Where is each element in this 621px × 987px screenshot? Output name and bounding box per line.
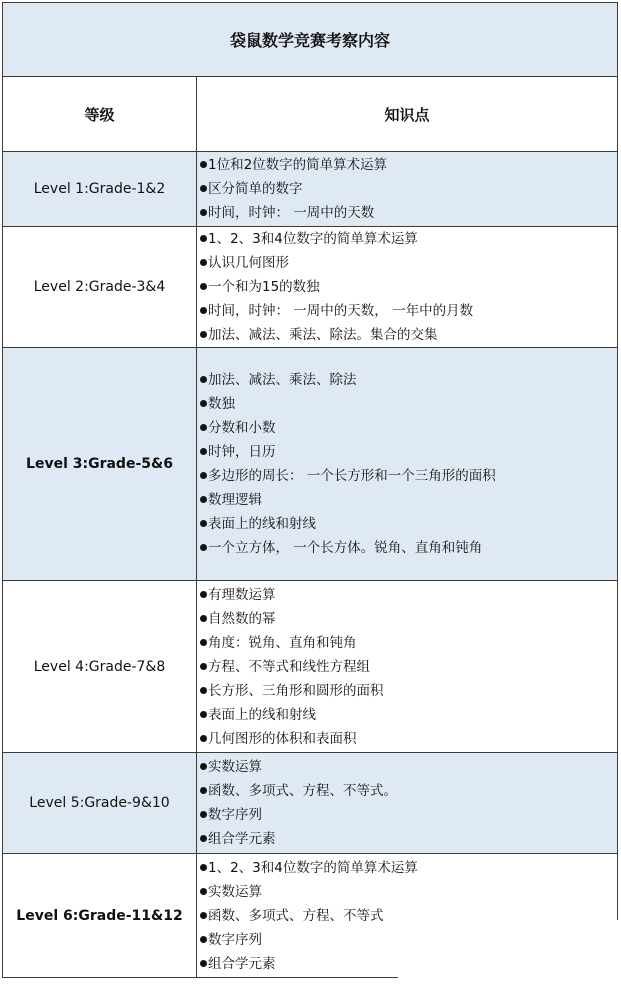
knowledge-item <box>200 880 617 904</box>
knowledge-text: 实数运算 <box>208 759 262 775</box>
bullet-icon <box>200 209 207 216</box>
knowledge-item <box>200 368 617 392</box>
kangaroo-math-content-table <box>2 2 618 978</box>
bullet-icon <box>200 424 207 431</box>
knowledge-item <box>200 153 617 177</box>
knowledge-item <box>200 679 617 703</box>
knowledge-item <box>200 856 617 880</box>
bullet-icon <box>200 448 207 455</box>
bullet-icon <box>200 472 207 479</box>
bullet-icon <box>200 735 207 742</box>
knowledge-text: 数字序列 <box>208 931 262 948</box>
knowledge-item <box>200 227 617 251</box>
knowledge-item <box>200 201 617 225</box>
title-row <box>3 3 618 77</box>
bullet-icon <box>200 161 207 168</box>
header-level: 等级 <box>3 77 197 152</box>
knowledge-text: 时钟，日历 <box>208 444 276 460</box>
bullet-icon <box>200 912 207 919</box>
bullet-icon <box>200 687 207 694</box>
bullet-icon <box>200 496 207 503</box>
bullet-icon <box>200 811 207 818</box>
knowledge-item <box>200 655 617 679</box>
knowledge-text: 实数运算 <box>208 883 262 900</box>
bullet-icon <box>200 663 207 670</box>
knowledge-item <box>200 323 617 347</box>
knowledge-text: 数独 <box>208 396 235 412</box>
knowledge-item <box>200 464 617 488</box>
knowledge-text: 表面上的线和射线 <box>208 516 316 532</box>
bullet-icon <box>200 711 207 718</box>
knowledge-item <box>200 536 617 560</box>
knowledge-text: 时间，时钟： 一周中的天数， 一年中的月数 <box>208 303 474 319</box>
bullet-icon <box>200 307 207 314</box>
knowledge-item <box>200 440 617 464</box>
knowledge-item <box>200 779 617 803</box>
knowledge-text: 方程、不等式和线性方程组 <box>208 658 370 675</box>
knowledge-item <box>200 416 617 440</box>
knowledge-text: 区分简单的数字 <box>208 181 303 197</box>
table-title: 袋鼠数学竞赛考察内容 <box>3 3 618 77</box>
level-label: Level 4:Grade-7&8 <box>3 581 197 753</box>
table-row-level-5 <box>3 753 618 854</box>
bullet-icon <box>200 185 207 192</box>
bullet-icon <box>200 520 207 527</box>
header-knowledge: 知识点 <box>197 77 618 152</box>
knowledge-text: 组合学元素 <box>208 955 276 972</box>
bullet-icon <box>200 639 207 646</box>
knowledge-list <box>197 152 618 227</box>
knowledge-item <box>200 803 617 827</box>
knowledge-list <box>197 348 618 581</box>
bullet-icon <box>200 235 207 242</box>
knowledge-item <box>200 703 617 727</box>
bullet-icon <box>200 960 207 967</box>
bullet-icon <box>200 615 207 622</box>
knowledge-text: 自然数的幂 <box>208 610 276 627</box>
level-label: Level 3:Grade-5&6 <box>3 348 197 581</box>
knowledge-text: 加法、减法、乘法、除法。集合的交集 <box>208 327 438 343</box>
bullet-icon <box>200 936 207 943</box>
knowledge-item <box>200 488 617 512</box>
knowledge-text: 1、2、3和4位数字的简单算术运算 <box>208 859 418 876</box>
bullet-icon <box>200 544 207 551</box>
knowledge-text: 角度：锐角、直角和钝角 <box>208 634 357 651</box>
knowledge-text: 几何图形的体积和表面积 <box>208 730 357 747</box>
table-row-level-1 <box>3 152 618 227</box>
bullet-icon <box>200 376 207 383</box>
knowledge-item <box>200 299 617 323</box>
table-row-level-3 <box>3 348 618 581</box>
header-row <box>3 77 618 152</box>
table-row-level-4 <box>3 581 618 753</box>
knowledge-list <box>197 227 618 348</box>
level-label: Level 5:Grade-9&10 <box>3 753 197 854</box>
knowledge-text: 分数和小数 <box>208 420 276 436</box>
bullet-icon <box>200 331 207 338</box>
knowledge-text: 1位和2位数字的简单算术运算 <box>208 157 388 173</box>
knowledge-item <box>200 275 617 299</box>
knowledge-text: 时间，时钟： 一周中的天数 <box>208 205 375 221</box>
knowledge-text: 数字序列 <box>208 807 262 823</box>
bottom-right-blank-area <box>398 920 618 984</box>
knowledge-item <box>200 755 617 779</box>
knowledge-list <box>197 581 618 753</box>
level-label: Level 2:Grade-3&4 <box>3 227 197 348</box>
knowledge-item <box>200 512 617 536</box>
bullet-icon <box>200 400 207 407</box>
bullet-icon <box>200 864 207 871</box>
knowledge-text: 组合学元素 <box>208 831 276 847</box>
knowledge-item <box>200 583 617 607</box>
bullet-icon <box>200 591 207 598</box>
bullet-icon <box>200 763 207 770</box>
knowledge-text: 1、2、3和4位数字的简单算术运算 <box>208 231 418 247</box>
bullet-icon <box>200 888 207 895</box>
knowledge-text: 一个立方体， 一个长方体。锐角、直角和钝角 <box>208 540 483 556</box>
knowledge-text: 认识几何图形 <box>208 255 289 271</box>
bullet-icon <box>200 283 207 290</box>
knowledge-item <box>200 607 617 631</box>
knowledge-text: 多边形的周长： 一个长方形和一个三角形的面积 <box>208 468 496 484</box>
knowledge-text: 函数、多项式、方程、不等式 <box>208 907 384 924</box>
knowledge-item <box>200 392 617 416</box>
level-label: Level 1:Grade-1&2 <box>3 152 197 227</box>
knowledge-item <box>200 251 617 275</box>
knowledge-text: 有理数运算 <box>208 586 276 603</box>
knowledge-item <box>200 827 617 851</box>
knowledge-text: 表面上的线和射线 <box>208 706 316 723</box>
knowledge-item <box>200 177 617 201</box>
table-row-level-2 <box>3 227 618 348</box>
knowledge-item <box>200 631 617 655</box>
knowledge-text: 数理逻辑 <box>208 492 262 508</box>
bullet-icon <box>200 259 207 266</box>
bullet-icon <box>200 835 207 842</box>
knowledge-text: 长方形、三角形和圆形的面积 <box>208 682 384 699</box>
knowledge-item <box>200 727 617 751</box>
level-label: Level 6:Grade-11&12 <box>3 854 197 978</box>
knowledge-list <box>197 753 618 854</box>
knowledge-text: 加法、减法、乘法、除法 <box>208 372 357 388</box>
knowledge-text: 一个和为15的数独 <box>208 279 320 295</box>
bullet-icon <box>200 787 207 794</box>
knowledge-text: 函数、多项式、方程、不等式。 <box>208 783 397 799</box>
